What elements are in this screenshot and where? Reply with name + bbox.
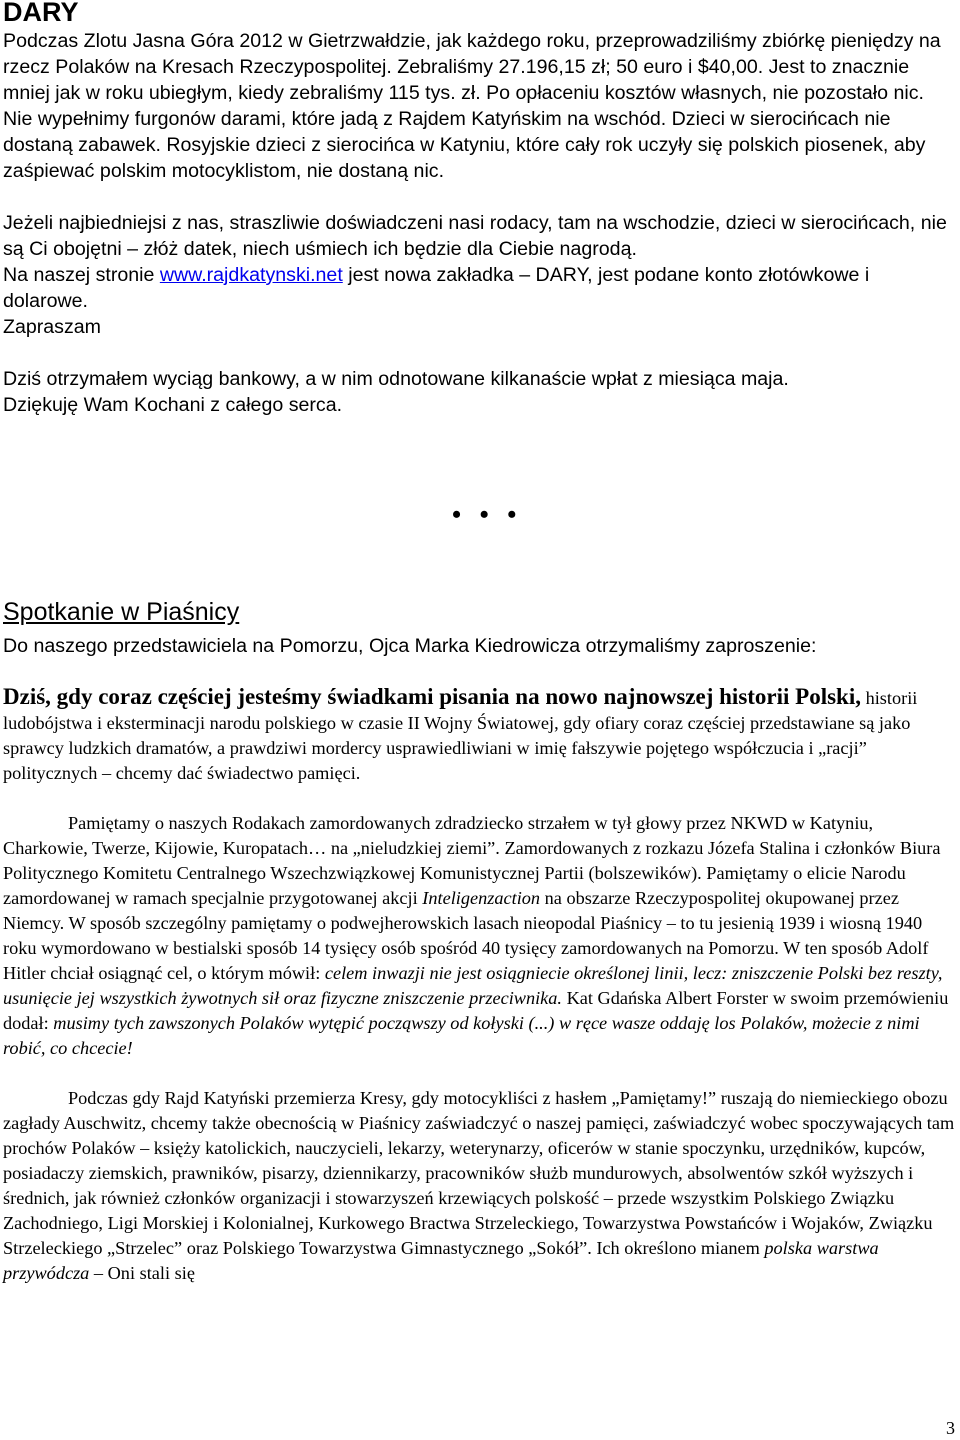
hitler-quote: celem inwazji nie jest osiągniecie określonej linii, lecz: zniszczenie Polski bez reszty, usunięcie jej wszystkich żywotnych sił oraz fizyczne zniszczenie przeciwnika. [3,963,943,1008]
section-heading-spotkanie: Spotkanie w Piaśnicy [3,598,240,626]
dary-paragraph-1b: Nie wypełnimy furgonów darami, które jadą z Rajdem Katyńskim na wschód. Dzieci w sierocińcach nie dostaną zabawek. Rosyjskie dzieci z sierocińca w Katyniu, które cały rok uczyły się polskich piosenek, aby zaśpiewać polskim motocyklistom, nie dostaną nic. [3,108,926,182]
invitation-paragraph-3b: – Oni stali się [89,1263,195,1283]
dary-paragraph-3a: Dziś otrzymałem wyciąg bankowy, a w nim odnotowane kilkanaście wpłat z miesiąca maja. [3,368,789,390]
dary-paragraph-2b-before: Na naszej stronie [3,264,160,286]
website-link[interactable]: www.rajdkatynski.net [159,264,343,286]
invitation-paragraph-1-rest: historii ludobójstwa i eksterminacji narodu polskiego w czasie II Wojny Światowej, gdy ofiary coraz częściej przedstawiane są jako sprawcy ludzkich dramatów, a prawdziwi mordercy usprawiedliwiani w imię fałszywie pojętego współczucia i „racji” politycznych – chcemy dać świadectwo pamięci. [3,688,918,783]
dary-closing-invitation: Zapraszam [3,316,101,338]
invitation-paragraph-3 [3,1086,958,1286]
dary-thanks: Dziękuję Wam Kochani z całego serca. [3,394,343,416]
invitation-paragraph-2c: Kat Gdańska Albert Forster w swoim przemówieniu dodał: [3,988,949,1033]
invitation-paragraph-2b: na obszarze Rzeczypospolitej okupowanej przez Niemcy. W sposób szczególny pamiętamy o podwejherowskich lasach nieopodal Piaśnicy – to tu jesienią 1939 i wiosną 1940 roku wymordowano w bestialski sposób 14 tysięcy osób spośród 40 tysięcy zamordowanych na Pomorzu. W ten sposób Adolf Hitler chciał osiągnąć cel, o którym mówił: [3,888,929,983]
invitation-paragraph-2a: Pamiętamy o naszych Rodakach zamordowanych zdradziecko strzałem w tył głowy przez NKWD w Katyniu, Charkowie, Twerze, Kijowie, Kuropatach… na „nieludzkiej ziemi”. Zamordowanych z rozkazu Józefa Stalina i członków Biura Politycznego Komitetu Centralnego Wszechzwiązkowej Komunistycznej Partii (bolszewików). Pamiętamy o elicie Narodu zamordowanej w ramach specjalnie przygotowanej akcji [3,813,941,908]
invitation-paragraph-1 [3,684,958,786]
dary-paragraph-2b-after: jest nowa zakładka – DARY, jest podane konto złotówkowe i dolarowe. [3,264,870,312]
dary-paragraph-1 [3,28,953,184]
dary-section-body [3,28,953,418]
invitation-paragraph-3a: Podczas gdy Rajd Katyński przemierza Kresy, gdy motocykliści z hasłem „Pamiętamy!” ruszają do niemieckiego obozu zagłady Auschwitz, chcemy także obecnością w Piaśnicy zaświadczyć o naszej pamięci, zaświadczyć wobec spoczywających tam prochów Polaków – księży katolickich, nauczycieli, lekarzy, weterynarzy, oficerów w stanie spoczynku, urzędników, kupców, posiadaczy ziemskich, prawników, pisarzy, dziennikarzy, pracowników służb mundurowych, absolwentów szkół wyższych i średnich, jak również członków organizacji i stowarzyszeń krzewiących polskość – przede wszystkim Polskiego Związku Zachodniego, Ligi Morskiej i Kolonialnej, Kurkowego Bractwa Strzeleckiego, Towarzystwa Powstańców i Wojaków, Związku Strzeleckiego „Strzelec” oraz Polskiego Towarzystwa Gimnastycznego „Sokół”. Ich określono mianem [3,1088,955,1258]
invitation-paragraph-2 [3,811,958,1061]
inteligenzaction-term: Inteligenzaction [422,888,541,908]
section-separator: • • • [452,500,523,529]
leadership-term: polska warstwa przywódcza [3,1238,879,1283]
forster-quote: musimy tych zawszonych Polaków wytępić począwszy od kołyski (...) w ręce wasze oddaję los Polaków, możecie z nimi robić, co chcecie! [3,1013,920,1058]
spotkanie-intro: Do naszego przedstawiciela na Pomorzu, Ojca Marka Kiedrowicza otrzymaliśmy zaproszenie: [3,635,817,657]
dary-paragraph-1a: Podczas Zlotu Jasna Góra 2012 w Gietrzwałdzie, jak każdego roku, przeprowadziliśmy zbiórkę pieniędzy na rzecz Polaków na Kresach Rzeczypospolitej. Zebraliśmy 27.196,15 zł; 50 euro i $40,00. Jest to znacznie mniej jak w roku ubiegłym, kiedy zebraliśmy 115 tys. zł. Po opłaceniu kosztów własnych, nie pozostało nic. [3,30,941,104]
page-number: 3 [946,1418,955,1438]
invitation-lead: Dziś, gdy coraz częściej jesteśmy świadkami pisania na nowo najnowszej historii Polski, [3,684,861,709]
section-heading-dary: DARY [3,0,79,27]
dary-paragraph-2 [3,210,953,340]
dary-paragraph-3 [3,366,953,418]
invitation-text [3,684,958,1286]
dary-paragraph-2a: Jeżeli najbiedniejsi z nas, straszliwie doświadczeni nasi rodacy, tam na wschodzie, dzieci w sierocińcach, nie są Ci obojętni – złóż datek, niech uśmiech ich będzie dla Ciebie nagrodą. [3,212,947,260]
